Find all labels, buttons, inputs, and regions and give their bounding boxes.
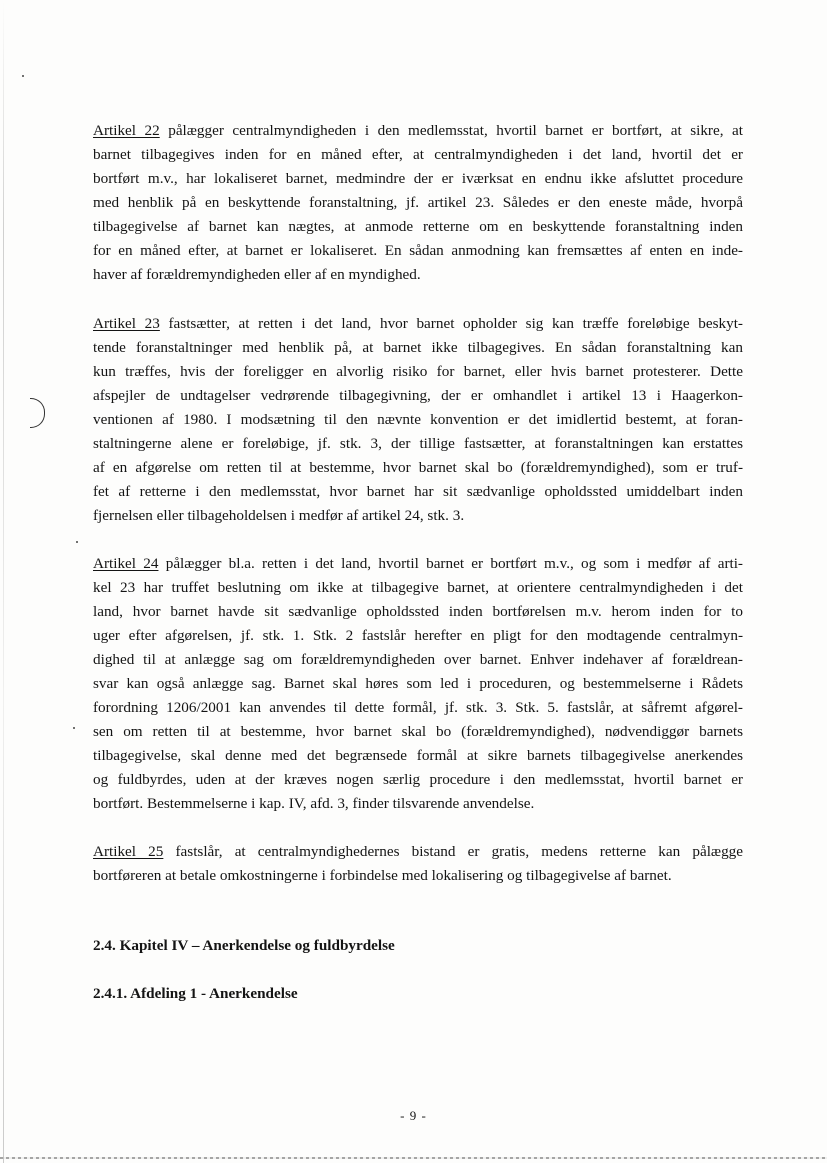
scan-edge-bottom [0,1157,827,1159]
paragraph-artikel-24 [93,552,743,816]
scan-edge-left [3,0,4,1163]
article-reference: Artikel 23 [93,315,160,332]
text-line: for en måned efter, at barnet er lokaliseret. En sådan anmodning kan fremsættes af enten en inde- [93,242,743,259]
text-line: svar kan også anlægge sag. Barnet skal høres som led i proceduren, og bestemmelserne i Rådets [93,675,743,692]
text-line: Artikel 23 fastsætter, at retten i det land, hvor barnet opholder sig kan træffe foreløbige beskyt- [93,315,743,332]
text-line: med henblik på en beskyttende foranstaltning, jf. artikel 23. Således er den eneste måde, hvorpå [93,194,743,211]
text-line: forordning 1206/2001 kan anvendes til dette formål, jf. stk. 3. Stk. 5. fastslår, at såfremt afgørel- [93,699,743,716]
scan-speck [76,541,78,543]
paragraph-artikel-22 [93,119,743,287]
article-reference: Artikel 22 [93,122,160,139]
text-line: Artikel 25 fastslår, at centralmyndighedernes bistand er gratis, medens retterne kan pålægge [93,843,743,860]
text-line: kun træffes, hvis der foreligger en alvorlig risiko for barnet, eller hvis barnet protesterer. Dette [93,363,743,380]
text-line: fjernelsen eller tilbageholdelsen i medfør af artikel 24, stk. 3. [93,507,465,524]
text-line: bortført m.v., har lokaliseret barnet, medmindre der er iværksat en endnu ikke afsluttet procedure [93,170,743,187]
text-line: haver af forældremyndigheden eller af en myndighed. [93,266,421,283]
text-line: bortføreren at betale omkostningerne i forbindelse med lokalisering og tilbagegivelse af barnet. [93,867,672,884]
text-line: og fuldbyrdes, uden at der kræves nogen særlig procedure i den medlemsstat, hvortil barnet er [93,771,743,788]
punch-hole-mark [30,398,45,428]
text-line: uger efter afgørelsen, jf. stk. 1. Stk. 2 fastslår herefter en pligt for den modtagende centralmyn- [93,627,743,644]
text-line: tende foranstaltninger med henblik på, at barnet ikke tilbagegives. En sådan foranstaltning kan [93,339,743,356]
text-line: sen om retten til at bestemme, hvor barnet skal bo (forældremyndighed), nødvendiggør barnets [93,723,743,740]
text-line: afspejler de undtagelser vedrørende tilbagegivning, der er omhandlet i artikel 13 i Haagerkon- [93,387,743,404]
section-heading: 2.4. Kapitel IV – Anerkendelse og fuldbyrdelse [93,937,395,954]
paragraph-artikel-23 [93,312,743,528]
text-line: Artikel 24 pålægger bl.a. retten i det land, hvortil barnet er bortført m.v., og som i medfør af arti- [93,555,743,572]
text-line: staltningerne alene er foreløbige, jf. stk. 3, der tillige fastsætter, at foranstaltningen kan erstattes [93,435,743,452]
article-reference: Artikel 24 [93,555,159,572]
subsection-heading: 2.4.1. Afdeling 1 - Anerkendelse [93,985,298,1002]
text-line: barnet tilbagegives inden for en måned efter, at centralmyndigheden i det land, hvortil det er [93,146,743,163]
scan-speck [22,75,24,77]
text-line: fet af retterne i den medlemsstat, hvor barnet har sit sædvanlige opholdssted umiddelbart inden [93,483,743,500]
text-line: bortført. Bestemmelserne i kap. IV, afd. 3, finder tilsvarende anvendelse. [93,795,535,812]
text-line: tilbagegivelse af barnet kan nægtes, at anmode retterne om en beskyttende foranstaltning inden [93,218,743,235]
scan-speck [73,727,75,729]
text-line: Artikel 22 pålægger centralmyndigheden i den medlemsstat, hvortil barnet er bortført, at sikre, at [93,122,743,139]
text-line: af en afgørelse om retten til at bestemme, hvor barnet skal bo (forældremyndighed), som er truf- [93,459,743,476]
article-reference: Artikel 25 [93,843,164,860]
text-line: dighed til at anlægge sag om forældremyndigheden over barnet. Enhver indehaver af forældrean- [93,651,743,668]
text-line: ventionen af 1980. I modsætning til den nævnte konvention er det imidlertid bestemt, at foran- [93,411,743,428]
text-line: land, hvor barnet havde sit sædvanlige opholdssted inden bortførelsen m.v. herom inden for to [93,603,743,620]
text-line: kel 23 har truffet beslutning om ikke at tilbagegive barnet, at orientere centralmyndigheden i det [93,579,743,596]
page-number: - 9 - [400,1108,427,1123]
paragraph-artikel-25 [93,840,743,888]
text-line: tilbagegivelse, skal denne med det begrænsede formål at sikre barnets tilbagegivelse anerkendes [93,747,743,764]
